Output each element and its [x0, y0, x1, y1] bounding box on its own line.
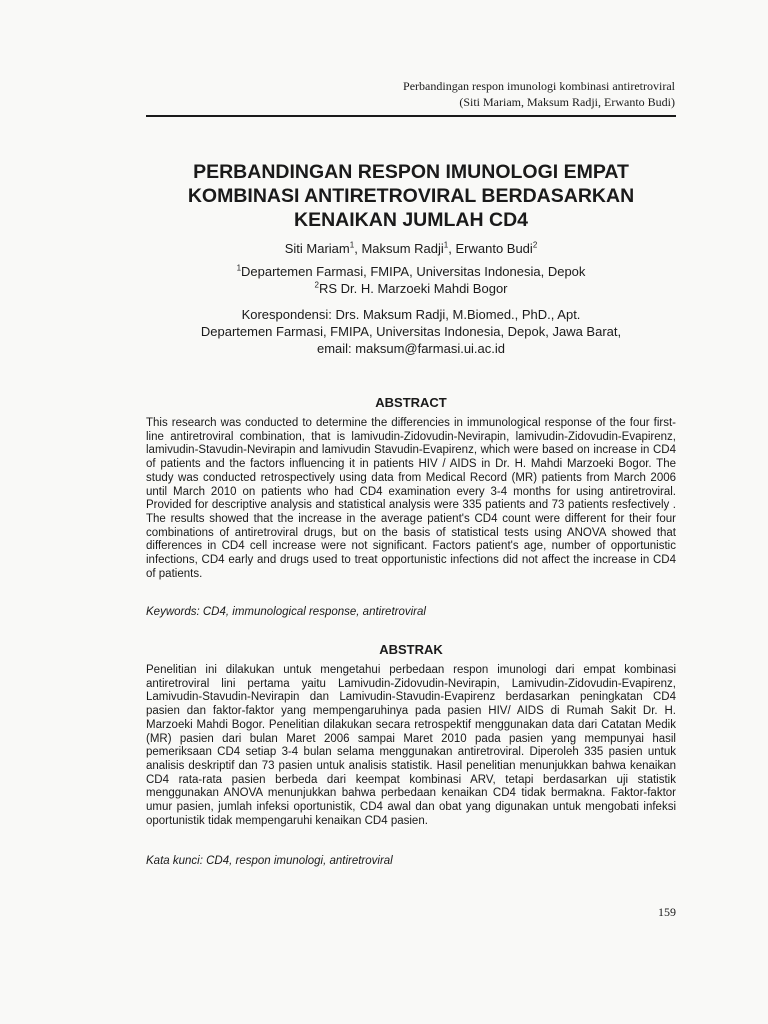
running-head [155, 78, 675, 110]
author-name: Maksum Radji [361, 241, 444, 256]
affiliation-mark: 2 [314, 280, 319, 290]
running-head-title: Perbandingan respon imunologi kombinasi antiretroviral [403, 79, 675, 93]
keywords: Keywords: CD4, immunological response, antiretroviral [146, 606, 426, 618]
title-line: PERBANDINGAN RESPON IMUNOLOGI EMPAT [193, 161, 629, 183]
author-list [146, 240, 676, 257]
abstract-heading: ABSTRACT [375, 395, 447, 410]
author-name: Siti Mariam [284, 241, 350, 256]
kata-kunci: Kata kunci: CD4, respon imunologi, antiretroviral [146, 855, 393, 867]
header-rule [146, 115, 676, 117]
correspondence-name: Korespondensi: Drs. Maksum Radji, M.Biomed., PhD., Apt. [241, 307, 581, 322]
author-affil-mark: 1 [349, 240, 355, 250]
abstrak-heading: ABSTRAK [379, 642, 443, 657]
page-number: 159 [658, 905, 676, 919]
correspondence-address: Departemen Farmasi, FMIPA, Universitas Indonesia, Depok, Jawa Barat, [200, 324, 622, 339]
author-separator: , [354, 241, 362, 256]
abstrak-body: Penelitian ini dilakukan untuk mengetahui perbedaan respon imunologi dari empat kombinasi antiretroviral lini pertama yaitu Lamivudin-Zidovudin-Nevirapin, Lamivudin-Zidovudin-Evapirenz, Lamivudin-Stavudin-Nevirapin dan Lamivudin-Stavudin-Evapirenz berdasarkan peningkatan CD4 pasien dan faktor-faktor yang mempengaruhinya pada pasien HIV/ AIDS di Rumah Sakit Dr. H. Marzoeki Mahdi Bogor. Penelitian dilakukan secara retrospektif menggunakan data dari Catatan Medik (MR) pasien dari bulan Maret 2006 sampai Maret 2010 pada pasien yang mempunyai hasil pemeriksaan CD4 setiap 3-4 bulan selama menggunakan antiretroviral. Diperoleh 335 pasien untuk analisis deskriptif dan 73 pasien untuk analisis statistik. Hasil penelitian menunjukkan bahwa kenaikan CD4 rata-rata pasien berbeda dari keempat kombinasi ARV, tetapi berdasarkan uji statistik menggunakan ANOVA menunjukkan bahwa perbedaan kenaikan CD4 tidak bermakna. Faktor-faktor umur pasien, jumlah infeksi oportunistik, CD4 awal dan obat yang digunakan untuk mengobati infeksi oportunistik tidak mempengaruhi kenaikan CD4 pasien. [146, 664, 676, 827]
running-head-authors: (Siti Mariam, Maksum Radji, Erwanto Budi) [459, 95, 675, 109]
affiliations [146, 263, 676, 297]
title-line: KOMBINASI ANTIRETROVIRAL BERDASARKAN [187, 185, 635, 207]
affiliation-text: Departemen Farmasi, FMIPA, Universitas Indonesia, Depok [241, 264, 586, 279]
affiliation-text: RS Dr. H. Marzoeki Mahdi Bogor [318, 281, 508, 296]
affiliation-mark: 1 [236, 263, 242, 273]
affiliation [146, 280, 676, 297]
correspondence-email: email: maksum@farmasi.ui.ac.id [316, 341, 506, 356]
title-line: KENAIKAN JUMLAH CD4 [293, 209, 528, 231]
author-affil-mark: 1 [443, 240, 449, 250]
author-name: Erwanto Budi [455, 241, 533, 256]
author-separator: , [448, 241, 456, 256]
correspondence [146, 306, 676, 357]
paper-title [146, 160, 676, 232]
abstract-body: This research was conducted to determine the differencies in immunological response of the four first-line antiretroviral combination, that is lamivudin-Zidovudin-Nevirapin, lamivudin-Zidovudin-Evapirenz, lamivudin-Stavudin-Nevirapin and lamivudin Stavudin-Evapirenz, which were based on increase in CD4 of patients and the factors influencing it in patients HIV / AIDS in Dr. H. Mahdi Marzoeki Bogor. The study was conducted retrospectively using data from Medical Record (MR) patients from March 2006 until March 2010 on patients who had CD4 examination every 3-4 months for using antiretroviral. Provided for descriptive analysis and statistical analysis were 335 patients and 73 patients resfectively . The results showed that the increase in the average patient's CD4 count were different for their four combinations of antiretroviral drugs, but on the basis of statistical tests using ANOVA showed that differences in CD4 cell increase were not significant. Factors patient's age, number of opportunistic infections, CD4 early and drugs used to treat opportunistic infections did not affect the increase in CD4 of patients. [146, 417, 676, 580]
author-affil-mark: 2 [532, 240, 538, 250]
affiliation [146, 263, 676, 280]
